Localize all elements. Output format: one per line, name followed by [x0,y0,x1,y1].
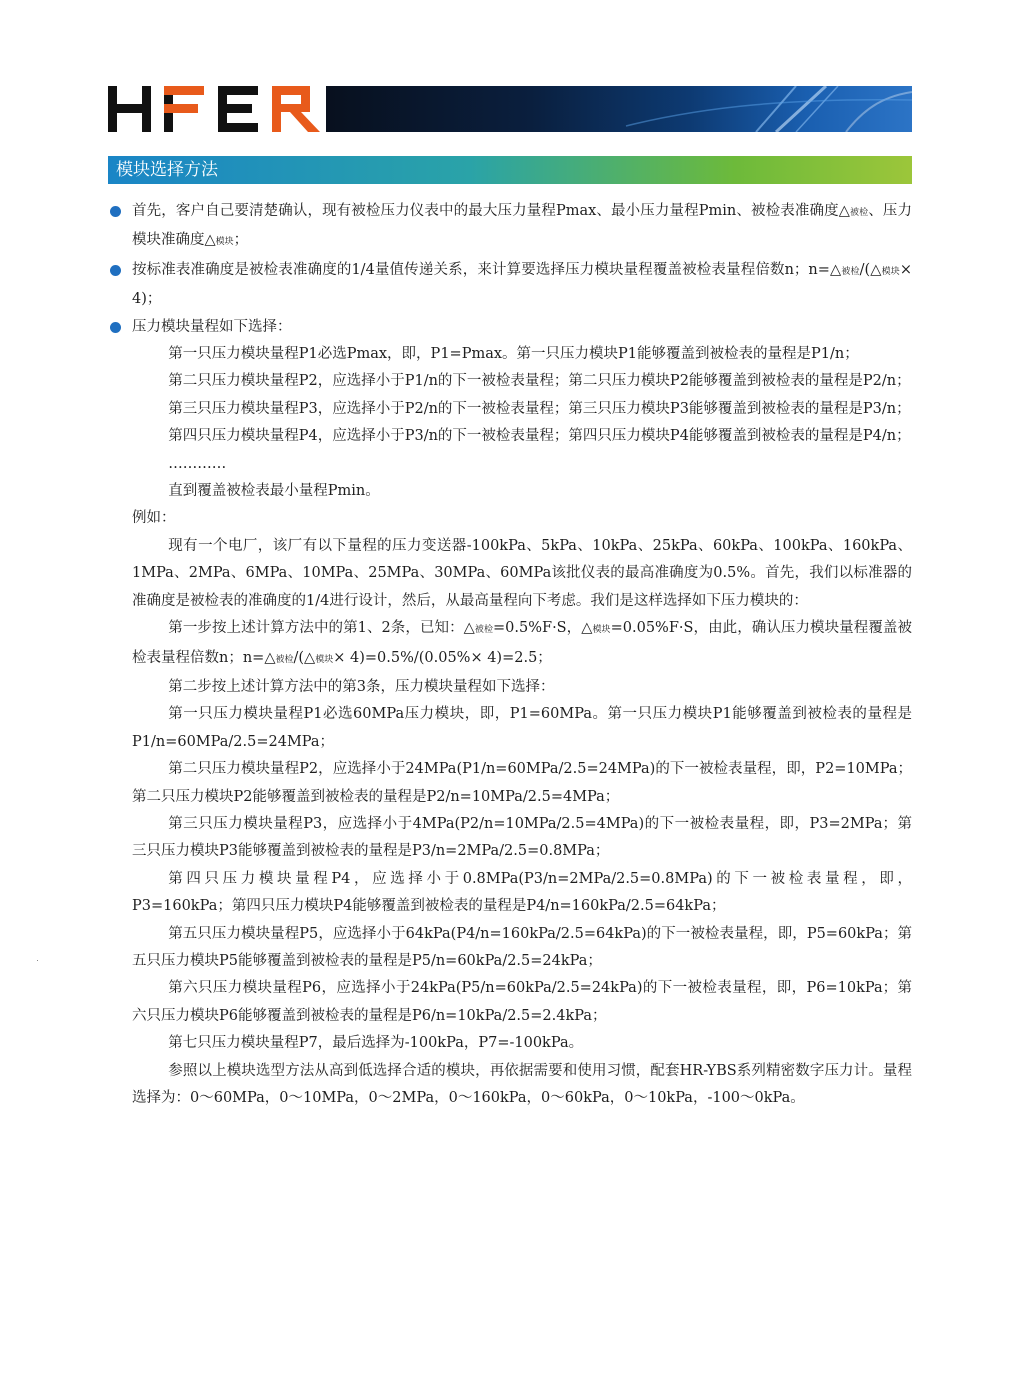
stray-dot [37,960,38,961]
subscript: 模块 [592,625,611,636]
example-heading: 例如： [132,510,176,527]
subscript: 模块 [315,654,334,665]
section-header [108,156,912,184]
ellipsis: ………… [168,455,227,472]
subscript: 模块 [881,266,900,277]
step-p3: 第三只压力模块量程P3，应选择小于P2/n的下一被检表量程；第三只压力模块P3能够覆盖到被检表的量程是P3/n； [168,400,911,417]
subscript: 被检 [474,625,494,636]
step-p1: 第一只压力模块量程P1必选Pmax，即，P1=Pmax。第一只压力模块P1能够覆盖到被检表的量程是P1/n； [168,346,859,363]
text-span: 首先，客户自己要清楚确认，现有被检压力仪表中的最大压力量程Pmax、最小压力量程Pmin、被检表准确度△ [132,203,850,219]
text-span: =0.5%F·S，△ [493,620,593,637]
subscript: 被检 [841,266,860,277]
text-span: × 4)； [132,261,912,308]
example-p6: 第六只压力模块量程P6，应选择小于24kPa(P5/n=60kPa/2.5=24kPa)的下一被检表量程，即，P6=10kPa；第六只压力模块P6能够覆盖到被检表的量程是P6/n=10kPa/2.5=2.4kPa； [132,980,912,1024]
text-span: =0.05%F·S，由此，确认压力模块量程覆盖被检表量程倍数n；n=△ [132,620,912,666]
example-p4: 第四只压力模块量程P4，应选择小于0.8MPa(P3/n=2MPa/2.5=0.8MPa)的下一被检表量程，即，P3=160kPa；第四只压力模块P4能够覆盖到被检表的量程是P4/n=160kPa/2.5=64kPa； [132,870,912,915]
text-span: 、压力模块准确度△ [132,203,912,249]
hfer-logo [108,86,322,132]
example-p2: 第二只压力模块量程P2，应选择小于24MPa(P1/n=60MPa/2.5=24MPa)的下一被检表量程，即，P2=10MPa；第二只压力模块P2能够覆盖到被检表的量程是P2/n=10MPa/2.5=4MPa； [132,761,912,805]
step-p2: 第二只压力模块量程P2，应选择小于P1/n的下一被检表量程；第二只压力模块P2能够覆盖到被检表的量程是P2/n； [168,373,911,390]
text-span: 第一步按上述计算方法中的第1、2条，已知：△ [168,620,475,637]
subscript: 被检 [850,208,869,218]
bullet-1 [132,198,912,257]
conclusion: 参照以上模块选型方法从高到低选择合适的模块，再依据需要和使用习惯，配套HR-YBS系列精密数字压力计。量程选择为：0～60MPa，0～10MPa，0～2MPa，0～160kPa，0～60kPa，0～10kPa，-100～0kPa。 [132,1062,912,1106]
example-p5: 第五只压力模块量程P5，应选择小于64kPa(P4/n=160kPa/2.5=64kPa)的下一被检表量程，即，P5=60kPa；第五只压力模块P5能够覆盖到被检表的量程是P5/n=60kPa/2.5=24kPa； [132,925,912,969]
page-header [108,86,912,132]
example-p3: 第三只压力模块量程P3，应选择小于4MPa(P2/n=10MPa/2.5=4MPa)的下一被检表量程，即，P3=2MPa；第三只压力模块P3能够覆盖到被检表的量程是P3/n=2MPa/2.5=0.8MPa； [132,815,912,860]
example-p7: 第七只压力模块量程P7，最后选择为-100kPa，P7=-100kPa。 [168,1035,584,1052]
bullet-2 [132,257,912,314]
step-p4: 第四只压力模块量程P4，应选择小于P3/n的下一被检表量程；第四只压力模块P4能够覆盖到被检表的量程是P4/n； [168,428,911,445]
text-span: 按标准表准确度是被检表准确度的1/4量值传递关系，来计算要选择压力模块量程覆盖被检表量程倍数n；n=△ [132,261,842,278]
subscript: 被检 [275,654,294,665]
example-step-2: 第二步按上述计算方法中的第3条，压力模块量程如下选择： [168,678,555,695]
example-step-1 [132,615,912,674]
example-intro: 现有一个电厂，该厂有以下量程的压力变送器-100kPa、5kPa、10kPa、25kPa、60kPa、100kPa、160kPa、1MPa、2MPa、6MPa、10MPa、25MPa、30MPa、60MPa该批仪表的最高准确度为0.5%。首先，我们以标准器的准确度是被检表的准确度的1/4进行设计，然后，从最高量程向下考虑。我们是这样选择如下压力模块的： [132,537,912,609]
banner-light-streaks-icon [326,86,912,132]
subscript: 模块 [215,237,234,248]
step-pmin: 直到覆盖被检表最小量程Pmin。 [168,483,380,500]
text-span: ； [233,232,249,249]
section-title: 模块选择方法 [116,160,218,180]
bullet-3: 压力模块量程如下选择： [132,314,912,341]
header-banner [326,86,912,132]
main-content [132,198,912,1112]
text-span: /(△ [293,649,316,666]
example-p1: 第一只压力模块量程P1必选60MPa压力模块，即，P1=60MPa。第一只压力模块P1能够覆盖到被检表的量程是P1/n=60MPa/2.5=24MPa； [132,706,912,750]
text-span: /(△ [859,261,882,278]
text-span: × 4)=0.5%/(0.05%× 4)=2.5； [333,649,552,666]
